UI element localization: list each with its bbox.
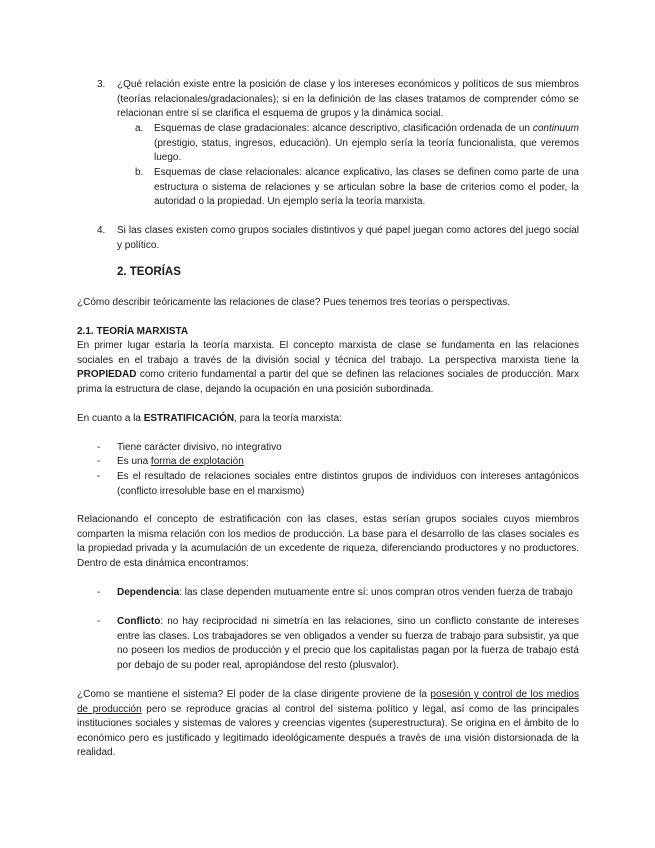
bullet-dash: - [97, 442, 101, 453]
paragraph-1-bold: PROPIEDAD [77, 369, 137, 381]
subitem-a-text-pre: Esquemas de clase gradacionales: alcance descriptivo, clasificación ordenada de un [154, 123, 533, 134]
conflict-label: Conflicto [117, 616, 161, 627]
bullet-item: Es el resultado de relaciones sociales entre distintos grupos de individuos con intereses antagónicos (conflicto irresoluble base en el marxismo) [117, 471, 579, 497]
paragraph-3: Relacionando el concepto de estratificación con las clases, estas serían grupos sociales cuyos miembros comparten la misma relación con los medios de producción. La base para el desarrollo de las clases sociales es la propiedad privada y la acumulación de un excedente de riqueza, diferenciando productores y no productores. Dentro de esta dinámica encontramos: [77, 514, 579, 569]
bullet-item-pre: Es una [117, 456, 151, 467]
bullet-item [117, 455, 579, 470]
question-3-text: ¿Qué relación existe entre la posición de clase y los intereses económicos y políticos de sus miembros (teorías relacionales/gradacionales); si en la definición de las clases tratamos de comprender cómo se relacionan entre sí se clarifica el esquema de grupos y la dinámica social. [117, 79, 579, 120]
subitem-b: Esquemas de clase relacionales: alcance explicativo, las clases se definen como parte de una estructura o sistema de relaciones y se articulan sobre la base de criterios como el poder, la autoridad o la propiedad. Un ejemplo sería la teoría marxista. [154, 167, 579, 208]
subitem-a-text-post: (prestigio, status, ingresos, educación). Un ejemplo sería la teoría funcionalista, que veremos luego. [154, 137, 579, 164]
paragraph-2-post: , para la teoría marxista: [234, 413, 342, 424]
paragraph-1-pre: En primer lugar estaría la teoría marxista. El concepto marxista de clase se fundamenta en las relaciones sociales en el trabajo a través de la división social y técnica del trabajo. La perspectiva marxista tiene la [77, 340, 579, 366]
bullet-dash: - [97, 471, 101, 482]
dependency-text: : las clase dependen mutuamente entre sí: unos compran otros venden fuerza de trabajo [179, 587, 573, 598]
paragraph-2-bold: ESTRATIFICACIÓN [143, 413, 235, 424]
paragraph-4-post: pero se reproduce gracias al control del sistema político y legal, así como de las principales instituciones sociales y sistemas de valores y creencias vigentes (superestructura). Se origina en el ámbito de lo económico pero es justificado y legitimado ideológicamente después a través de una visión distorsionada de la realidad. [77, 703, 580, 759]
bullet-item: Tiene carácter divisivo, no integrativo [117, 442, 282, 453]
section-intro: ¿Cómo describir teóricamente las relaciones de clase? Pues tenemos tres teorías o perspectivas. [77, 297, 510, 308]
paragraph-4-pre: ¿Como se mantiene el sistema? El poder de la clase dirigente proviene de la [77, 689, 431, 700]
section-heading: 2. TEORÍAS [117, 266, 181, 278]
paragraph-4 [77, 688, 579, 761]
sublist-letter: a. [135, 123, 144, 134]
paragraph-1 [77, 339, 579, 397]
paragraph-1-post: como criterio fundamental a partir del que se definen las relaciones sociales de producción. Marx prima la estructura de clase, dejando la ocupación en una posición subordinada. [77, 369, 579, 395]
paragraph-2 [77, 412, 579, 427]
bullet-item-underline: forma de explotación [150, 456, 244, 467]
list-number: 4. [97, 225, 106, 236]
question-4-text: Si las clases existen como grupos sociales distintivos y qué papel juegan como actores del juego social y político. [117, 225, 579, 251]
bullet-dash: - [97, 616, 101, 627]
dependency-item [117, 586, 579, 601]
paragraph-2-pre: En cuanto a la [77, 413, 144, 424]
bullet-dash: - [97, 587, 101, 598]
bullet-dash: - [97, 456, 101, 467]
subitem-a-italic: continuum [532, 123, 579, 134]
conflict-item [117, 615, 579, 673]
conflict-text: : no hay reciprocidad ni simetría en las relaciones, sino un conflicto constante de intereses entre las clases. Los trabajadores se ven obligados a vender su fuerza de trabajo para subsistir, ya que no poseen los medios de producción y el precio que los capitalistas pagan por la fuerza de trabajo está por debajo de su poder real, apropiándose del resto (plusvalor). [117, 616, 579, 671]
list-number: 3. [97, 79, 106, 90]
dependency-label: Dependencia [117, 587, 180, 598]
paragraph-4-underline: posesión y control de los medios de producción [77, 689, 579, 715]
subsection-heading: 2.1. TEORÍA MARXISTA [77, 326, 189, 337]
subitem-a [154, 122, 579, 166]
sublist-letter: b. [135, 167, 144, 178]
